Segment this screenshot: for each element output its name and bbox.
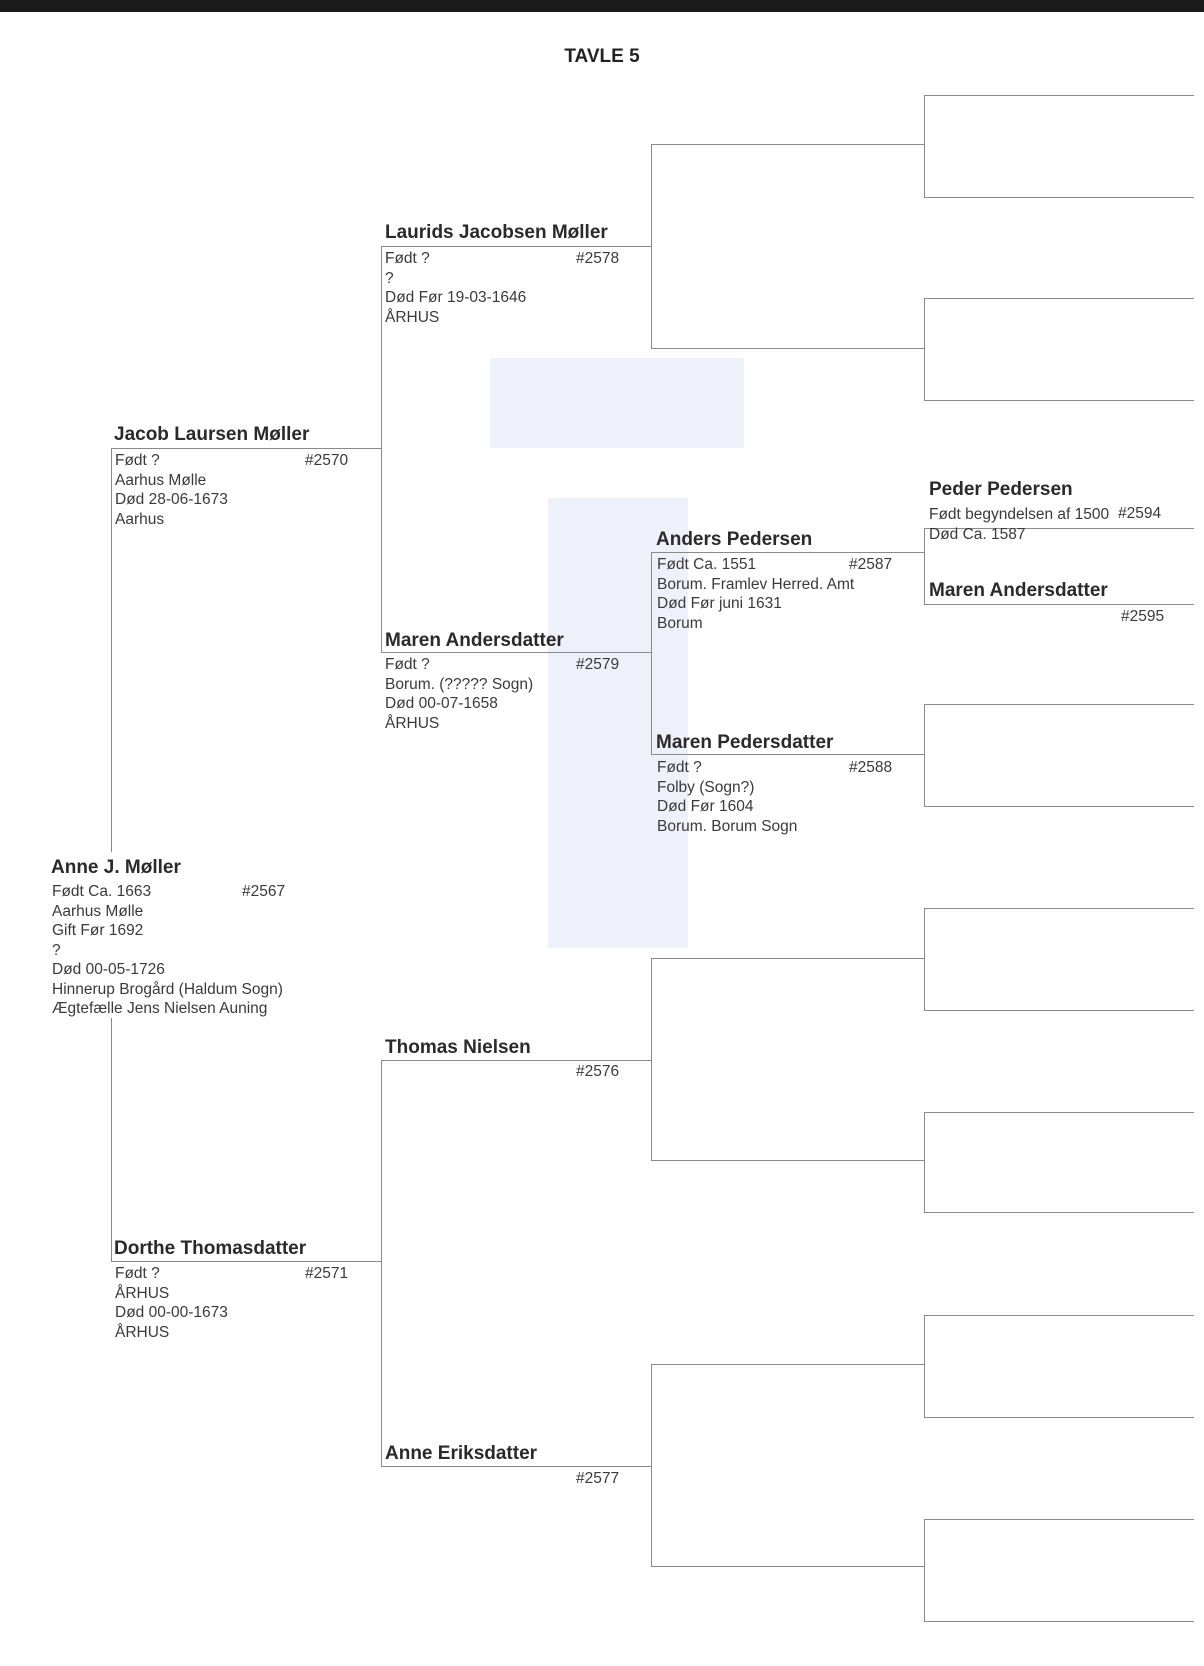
person-name-jacob-laursen-moller: Jacob Laursen Møller: [114, 424, 310, 445]
connector-line: [924, 604, 1194, 605]
connector-line: [651, 1566, 924, 1567]
detail-line: Død Før juni 1631: [657, 595, 782, 612]
connector-line: [111, 448, 112, 852]
detail-line: ÅRHUS: [385, 308, 440, 326]
detail-line: Død 00-07-1658: [385, 695, 498, 712]
connector-line: [651, 144, 924, 145]
detail-line: Ægtefælle Jens Nielsen Auning: [52, 1000, 268, 1017]
detail-line: Død 28-06-1673: [115, 491, 228, 508]
connector-line: [924, 400, 1194, 401]
detail-line: Borum: [657, 614, 703, 632]
person-id-laurids-jacobsen-moller: #2578: [576, 250, 620, 267]
detail-line: ?: [385, 269, 394, 287]
detail-line: Aarhus Mølle: [115, 471, 207, 489]
scan-top-edge: [0, 0, 1204, 12]
detail-line: ÅRHUS: [115, 1323, 170, 1341]
connector-line: [381, 652, 651, 653]
person-details-anders-pedersen: [657, 555, 854, 633]
detail-line: Aarhus Mølle: [52, 902, 144, 920]
connector-line: [924, 1519, 925, 1621]
person-details-laurids-jacobsen-moller: [385, 249, 526, 327]
person-id-dorthe-thomasdatter: #2571: [305, 1265, 349, 1282]
scan-shade: [490, 358, 744, 448]
person-details-anne-j-moller: [52, 882, 286, 1019]
connector-line: [924, 1315, 925, 1417]
detail-line: Født Ca. 1663: [52, 883, 152, 900]
person-id-thomas-nielsen: #2576: [576, 1063, 620, 1080]
person-details-peder-pedersen: [929, 505, 1109, 544]
person-name-anders-pedersen: Anders Pedersen: [656, 529, 813, 550]
connector-line: [381, 1060, 382, 1466]
connector-line: [924, 704, 1194, 705]
person-id-maren-andersdatter: #2579: [576, 656, 620, 673]
connector-line: [924, 1621, 1194, 1622]
connector-line: [924, 95, 925, 197]
connector-line: [924, 1519, 1194, 1520]
detail-line: ?: [52, 941, 61, 959]
detail-line: Borum. Borum Sogn: [657, 817, 798, 835]
detail-line: Død 00-05-1726: [52, 961, 165, 978]
page-title: TAVLE 5: [564, 46, 640, 67]
connector-line: [651, 958, 652, 1160]
person-name-maren-pedersdatter: Maren Pedersdatter: [656, 732, 834, 753]
person-details-maren-pedersdatter: [657, 758, 797, 836]
person-details-dorthe-thomasdatter: [115, 1264, 228, 1342]
detail-line: Født ?: [115, 1265, 160, 1282]
detail-line: Borum. (????? Sogn): [385, 675, 534, 693]
connector-line: [651, 1160, 924, 1161]
person-id-maren-andersdatter-2: #2595: [1121, 608, 1165, 625]
connector-line: [924, 704, 925, 806]
connector-line: [111, 1261, 381, 1262]
person-id-jacob-laursen-moller: #2570: [305, 452, 349, 469]
connector-line: [924, 1112, 1194, 1113]
person-name-anne-j-moller: Anne J. Møller: [51, 857, 181, 878]
person-name-thomas-nielsen: Thomas Nielsen: [385, 1037, 531, 1058]
connector-line: [651, 144, 652, 348]
detail-line: Død Før 1604: [657, 798, 754, 815]
connector-line: [111, 1018, 112, 1261]
person-id-maren-pedersdatter: #2588: [849, 759, 893, 776]
detail-line: Borum. Framlev Herred. Amt: [657, 575, 855, 593]
person-details-maren-andersdatter: [385, 655, 533, 733]
connector-line: [924, 908, 925, 1010]
detail-line: ÅRHUS: [385, 714, 440, 732]
person-name-dorthe-thomasdatter: Dorthe Thomasdatter: [114, 1238, 307, 1259]
connector-line: [111, 448, 381, 449]
connector-line: [924, 1315, 1194, 1316]
connector-line: [651, 552, 652, 754]
detail-line: Født ?: [385, 250, 430, 267]
detail-line: Død Før 19-03-1646: [385, 289, 527, 306]
detail-line: Død 00-00-1673: [115, 1304, 228, 1321]
connector-line: [924, 1010, 1194, 1011]
connector-line: [381, 246, 651, 247]
detail-line: Hinnerup Brogård (Haldum Sogn): [52, 980, 283, 998]
detail-line: ÅRHUS: [115, 1284, 170, 1302]
connector-line: [651, 958, 924, 959]
detail-line: Død Ca. 1587: [929, 525, 1026, 543]
person-name-maren-andersdatter: Maren Andersdatter: [385, 630, 564, 651]
connector-line: [924, 806, 1194, 807]
detail-line: Født Ca. 1551: [657, 556, 757, 573]
person-id-peder-pedersen: #2594: [1118, 505, 1162, 522]
person-name-peder-pedersen: Peder Pedersen: [929, 479, 1073, 500]
person-name-anne-eriksdatter: Anne Eriksdatter: [385, 1443, 538, 1464]
connector-line: [651, 1364, 924, 1365]
connector-line: [924, 298, 1194, 299]
detail-line: Født ?: [115, 452, 160, 469]
detail-line: Gift Før 1692: [52, 922, 144, 939]
connector-line: [924, 95, 1194, 96]
connector-line: [381, 1466, 651, 1467]
connector-line: [381, 1060, 651, 1061]
connector-line: [924, 298, 925, 400]
connector-line: [651, 552, 924, 553]
detail-line: Født begyndelsen af 1500: [929, 506, 1110, 523]
detail-line: Født ?: [657, 759, 702, 776]
connector-line: [924, 197, 1194, 198]
connector-line: [381, 246, 382, 652]
connector-line: [924, 908, 1194, 909]
connector-line: [924, 1417, 1194, 1418]
connector-line: [651, 754, 924, 755]
connector-line: [651, 348, 924, 349]
person-id-anders-pedersen: #2587: [849, 556, 893, 573]
connector-line: [924, 528, 925, 604]
detail-line: Aarhus: [115, 510, 165, 528]
detail-line: Folby (Sogn?): [657, 778, 755, 796]
connector-line: [924, 1212, 1194, 1213]
detail-line: Født ?: [385, 656, 430, 673]
person-id-anne-j-moller: #2567: [242, 883, 286, 900]
connector-line: [924, 1112, 925, 1212]
person-name-maren-andersdatter-2: Maren Andersdatter: [929, 580, 1108, 601]
person-name-laurids-jacobsen-moller: Laurids Jacobsen Møller: [385, 222, 608, 243]
person-id-anne-eriksdatter: #2577: [576, 1470, 620, 1487]
connector-line: [651, 1364, 652, 1566]
person-details-jacob-laursen-moller: [115, 451, 228, 529]
